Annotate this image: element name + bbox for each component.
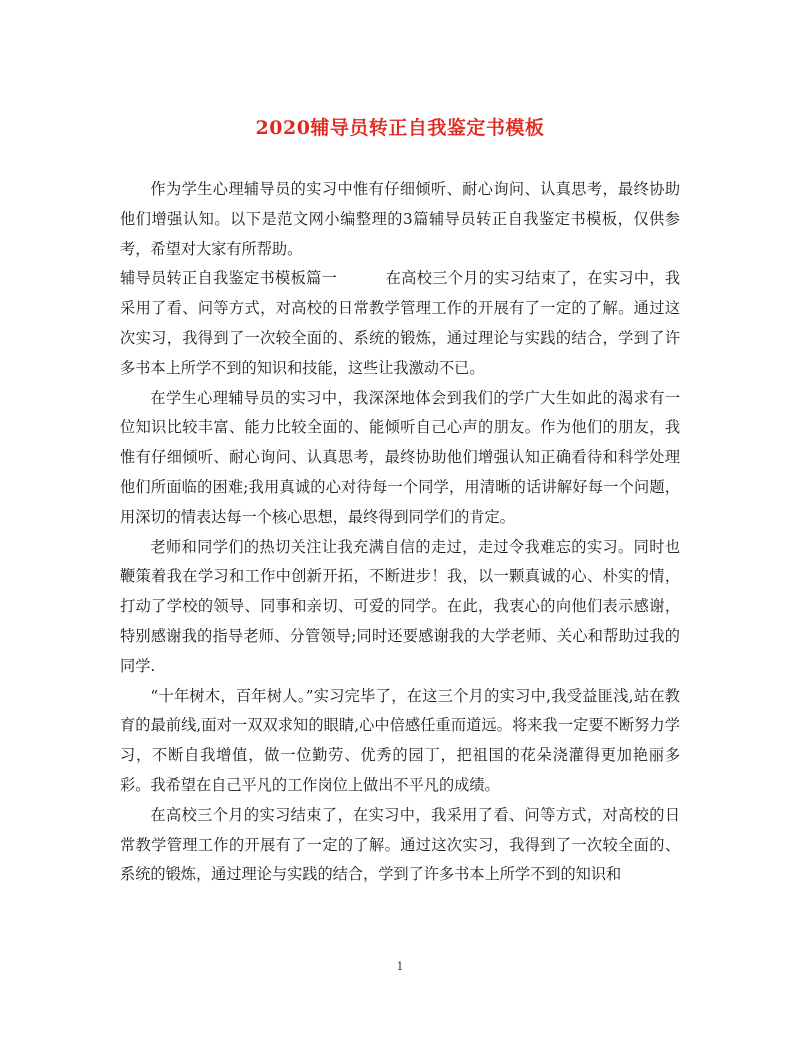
body-paragraph-4: 在高校三个月的实习结束了，在实习中，我采用了看、问等方式，对高校的日常教学管理工作的开展有了一定的了解。通过这次实习，我得到了一次较全面的、系统的锻炼，通过理论与实践的结合，学到了许多书本上所学不到的知识和 (120, 805, 680, 884)
intro-paragraph: 作为学生心理辅导员的实习中惟有仔细倾听、耐心询问、认真思考，最终协助他们增强认知。以下是范文网小编整理的3篇辅导员转正自我鉴定书模板，仅供参考，希望对大家有所帮助。 (120, 180, 680, 258)
body-paragraph-2: 老师和同学们的热切关注让我充满自信的走过，走过令我难忘的实习。同时也鞭策着我在学习和工作中创新开拓，不断进步！我，以一颗真诚的心、朴实的情，打动了学校的领导、同事和亲切、可爱的同学。在此，我衷心的向他们表示感谢，特别感谢我的指导老师、分管领导;同时还要感谢我的大学老师、关心和帮助过我的同学. (120, 537, 680, 675)
body-paragraph-3: “十年树木，百年树人。”实习完毕了，在这三个月的实习中,我受益匪浅,站在教育的最前线,面对一双双求知的眼睛,心中倍感任重而道远。将来我一定要不断努力学习，不断自我增值，做一位勤劳、优秀的园丁，把祖国的花朵浇灌得更加艳丽多彩。我希望在自己平凡的工作岗位上做出不平凡的成绩。 (120, 686, 680, 794)
page-number: 1 (396, 960, 404, 973)
section-first-text: 在高校三个月的实习结束了，在实习中，我采用了看、问等方式，对高校的日常教学管理工作的开展有了一定的了解。通过这次实习，我得到了一次较全面的、系统的锻炼，通过理论与实践的结合，学到了许多书本上所学不到的知识和技能，这些让我激动不已。 (120, 269, 681, 377)
document-body (120, 175, 680, 890)
section-paragraph (120, 264, 680, 383)
body-paragraph-1: 在学生心理辅导员的实习中，我深深地体会到我们的学广大生如此的渴求有一位知识比较丰富、能力比较全面的、能倾听自己心声的朋友。作为他们的朋友，我惟有仔细倾听、耐心询问、认真思考，最终协助他们增强认知正确看待和科学处理他们所面临的困难;我用真诚的心对待每一个同学，用清晰的话讲解好每一个问题，用深切的情表达每一个核心思想，最终得到同学们的肯定。 (120, 388, 680, 526)
document-title: 2020辅导员转正自我鉴定书模板 (255, 117, 545, 139)
section-heading: 辅导员转正自我鉴定书模板篇一 (120, 269, 338, 288)
